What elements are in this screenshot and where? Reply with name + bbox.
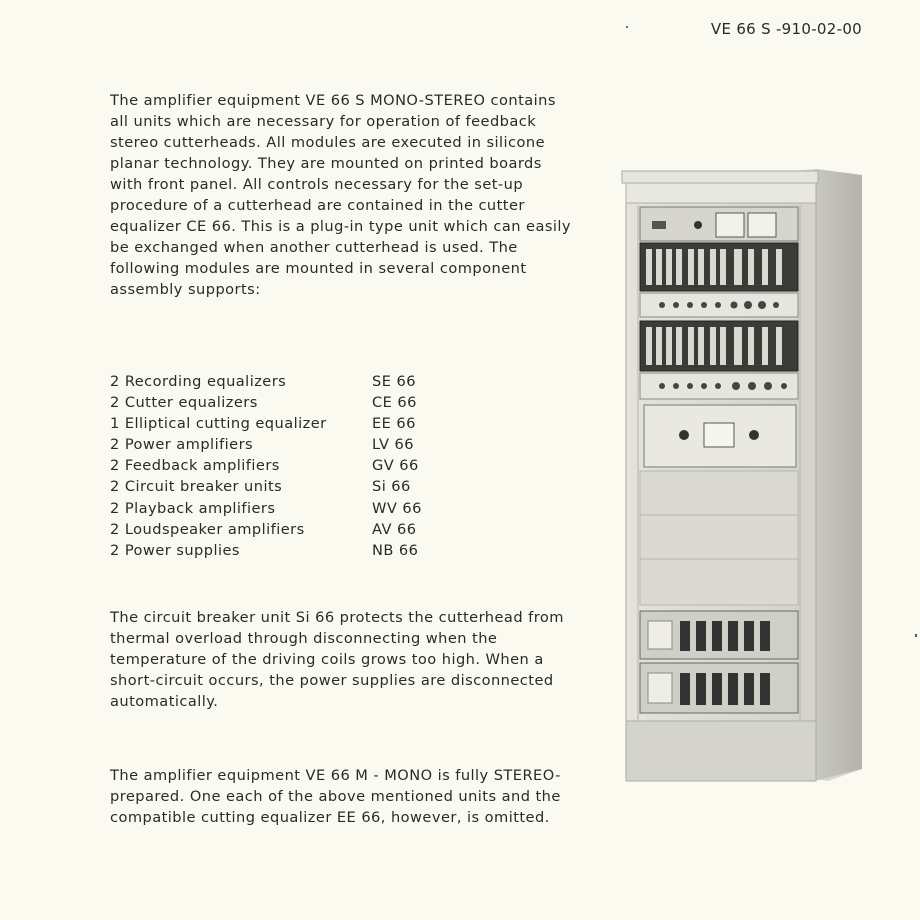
module-row [110, 392, 440, 413]
module-row [110, 540, 440, 561]
module-row [110, 455, 440, 476]
document-number: VE 66 S -910-02-00 [710, 20, 862, 38]
print-speck [915, 634, 917, 637]
print-speck [626, 26, 628, 28]
module-name: 2 Loudspeaker amplifiers [110, 520, 305, 538]
rack-side [814, 169, 862, 781]
module-name: 2 Cutter equalizers [110, 394, 258, 412]
rack-lid [622, 171, 818, 183]
knob-row [659, 301, 779, 309]
module-name: 2 Feedback amplifiers [110, 457, 280, 475]
vu-meter-right [748, 213, 776, 237]
module-row [110, 434, 440, 455]
module-code: Si 66 [372, 478, 411, 496]
module-row [110, 413, 440, 434]
module-code: GV 66 [372, 457, 419, 475]
module-code: AV 66 [372, 520, 417, 538]
module-code: SE 66 [372, 373, 416, 390]
panel-meter [704, 423, 734, 447]
module-code: LV 66 [372, 436, 414, 454]
knob-icon [679, 430, 689, 440]
mono-paragraph: The amplifier equipment VE 66 M - MONO is fully STEREO-prepared. One each of the above mentioned units and the compatible cutting equalizer EE 66, however, is omitted. [110, 767, 561, 826]
module-row [110, 519, 440, 540]
module-code: WV 66 [372, 499, 422, 517]
knob-icon [694, 221, 702, 229]
knob-icon [749, 430, 759, 440]
module-list [110, 371, 440, 561]
module-name: 2 Circuit breaker units [110, 478, 283, 496]
supply-label-plate [648, 621, 672, 649]
rack-base [626, 721, 816, 781]
module-code: NB 66 [372, 541, 419, 559]
module-row [110, 371, 440, 392]
module-row [110, 476, 440, 497]
module-code: CE 66 [372, 394, 417, 412]
blank-panel [640, 559, 798, 605]
module-row [110, 498, 440, 519]
module-name: 1 Elliptical cutting equalizer [110, 415, 327, 433]
supply-label-plate [648, 673, 672, 703]
circuit-breaker-paragraph: The circuit breaker unit Si 66 protects the cutterhead from thermal overload through disconnecting when the temperature of the driving coils grows too high. When a short-circuit occurs, the power supplies are disconnected automatically. [110, 609, 564, 710]
switch-icon [652, 221, 666, 229]
blank-panel [640, 515, 798, 559]
rack-top-panel [626, 181, 816, 203]
blank-panel [640, 471, 798, 515]
module-drawer [640, 243, 798, 291]
module-name: 2 Power supplies [110, 541, 240, 559]
module-name: 2 Power amplifiers [110, 436, 254, 454]
intro-paragraph: The amplifier equipment VE 66 S MONO-STEREO contains all units which are necessary for operation of feedback stereo cutterheads. All modules are executed in silicone planar technology. They are mounted on printed boards with front panel. All controls necessary for the set-up procedure of a cutterhead are contained in the cutter equalizer CE 66. This is a plug-in type unit which can easily be exchanged when another cutterhead is used. The following modules are mounted in several component assembly supports: [110, 92, 571, 298]
vu-meter-left [716, 213, 744, 237]
module-name: 2 Playback amplifiers [110, 499, 276, 517]
equipment-rack-photo [618, 165, 862, 785]
module-code: EE 66 [372, 415, 416, 433]
module-name: 2 Recording equalizers [110, 373, 287, 390]
module-drawer [640, 321, 798, 371]
